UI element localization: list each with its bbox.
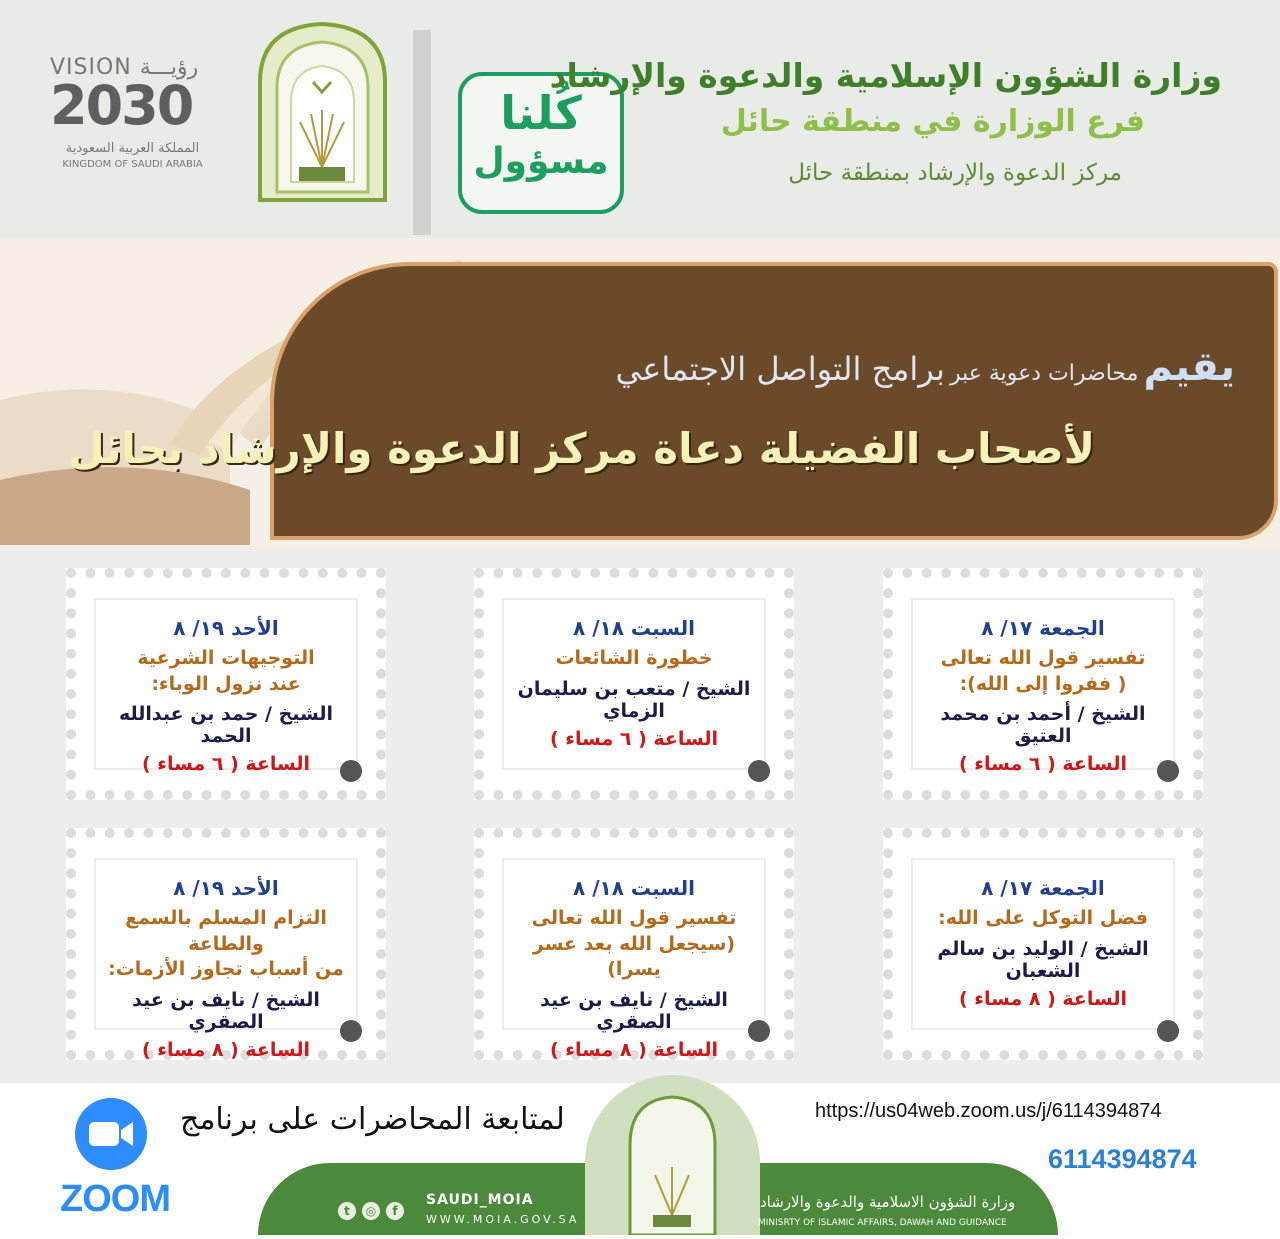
lecture-topic: التزام المسلم بالسمع والطاعة من أسباب تجاوز الأزمات: [108,907,344,981]
ministry-title: وزارة الشؤون الإسلامية والدعوة والإرشاد [549,56,1222,95]
lecture-time: الساعة ( ٦ مساء ) [550,727,718,750]
lecture-topic: التوجيهات الشرعية عند نزول الوباء: [137,647,315,695]
lecture-topic: تفسير قول الله تعالى (سيجعل الله بعد عسر يسرا) [531,907,737,981]
moia-emblem-icon [255,22,390,202]
zoom-wordmark: ZOOM [60,1178,170,1220]
lecture-sheikh: الشيخ / حمد بن عبدالله الحمد [118,703,334,748]
footer-ministry-ar: وزارة الشؤون الاسلامية والدعوة والارشاد [760,1193,1016,1211]
zoom-meeting-link[interactable]: https://us04web.zoom.us/j/6114394874 [815,1100,1162,1122]
lecture-sheikh: الشيخ / متعب بن سليمان الزماي [517,677,751,722]
lecture-topic: خطورة الشائعات [555,647,713,669]
lecture-card [883,568,1203,800]
lecture-card [66,828,386,1060]
footer-ministry-en: MINISRTY OF ISLAMIC AFFAIRS, DAWAH AND GUIDANCE [758,1218,1007,1228]
social-icons [338,1200,410,1220]
banner-small-text: محاضرات دعوية عبر [949,361,1139,386]
moia-emblem-icon [585,1075,760,1235]
lecture-sheikh: الشيخ / أحمد بن محمد العتيق [940,703,1146,748]
lecture-date: الجمعة ١٧/ ٨ [981,876,1105,900]
lecture-time: الساعة ( ٦ مساء ) [959,753,1127,776]
banner-line-2: لأصحاب الفضيلة دعاة مركز الدعوة والإرشاد بحائل [68,424,1095,473]
kollona-line2: مسؤول [473,141,609,182]
lecture-date: السبت ١٨/ ٨ [573,616,695,640]
zoom-camera-icon[interactable] [75,1098,147,1170]
lecture-sheikh: الشيخ / نايف بن عيد الصقري [540,988,728,1033]
lecture-card [474,828,794,1060]
lecture-date: الأحد ١٩/ ٨ [173,616,279,640]
stamp-corner-icon [340,1020,362,1042]
lecture-date: الجمعة ١٧/ ٨ [981,616,1105,640]
lecture-sheikh: الشيخ / الوليد بن سالم الشعبان [937,937,1149,982]
vision-2030-logo [50,55,215,175]
instagram-icon[interactable]: ◎ [362,1202,380,1220]
header-divider [413,30,431,235]
banner-medium-text: برامج التواصل الاجتماعي [615,350,945,388]
lecture-sheikh: الشيخ / نايف بن عيد الصقري [132,988,320,1033]
lecture-date: السبت ١٨/ ٨ [573,876,695,900]
follow-lectures-text: لمتابعة المحاضرات على برنامج [180,1102,565,1137]
banner-lead-word: يقيم [1143,344,1235,390]
facebook-icon[interactable]: f [386,1202,404,1220]
lecture-date: الأحد ١٩/ ٨ [173,876,279,900]
vision-country-ar: المملكة العربية السعودية [65,141,200,156]
twitter-icon[interactable]: t [338,1202,356,1220]
lecture-topic: تفسير قول الله تعالى ( ففروا إلى الله): [940,647,1146,695]
lecture-topic: فضل التوكل على الله: [938,907,1148,929]
stamp-corner-icon [748,1020,770,1042]
lecture-time: الساعة ( ٨ مساء ) [142,1038,310,1061]
footer-emblem-arch [585,1075,760,1235]
ministry-website[interactable]: WWW.MOIA.GOV.SA [426,1213,580,1226]
banner-brown-panel [270,262,1278,540]
stamp-corner-icon [340,760,362,782]
vision-country-en: KINGDOM OF SAUDI ARABIA [62,159,203,170]
lecture-card [883,828,1203,1060]
vision-number: 2030 [50,74,193,137]
stamp-corner-icon [748,760,770,782]
stamp-corner-icon [1157,760,1179,782]
branch-title: فرع الوزارة في منطقة حائل [720,104,1145,139]
kollona-line1: كُلنا [500,86,582,140]
banner-line-1 [616,344,1235,390]
lecture-card [474,568,794,800]
lecture-time: الساعة ( ٦ مساء ) [142,753,310,776]
center-title: مركز الدعوة والإرشاد بمنطقة حائل [788,160,1122,186]
social-handle: SAUDI_MOIA [426,1192,534,1208]
lecture-time: الساعة ( ٨ مساء ) [550,1038,718,1061]
stamp-corner-icon [1157,1020,1179,1042]
lecture-card [66,568,386,800]
vision-top-text: VISION رؤيـــة [50,55,199,80]
zoom-meeting-id: 6114394874 [1048,1144,1197,1174]
lecture-time: الساعة ( ٨ مساء ) [959,987,1127,1010]
